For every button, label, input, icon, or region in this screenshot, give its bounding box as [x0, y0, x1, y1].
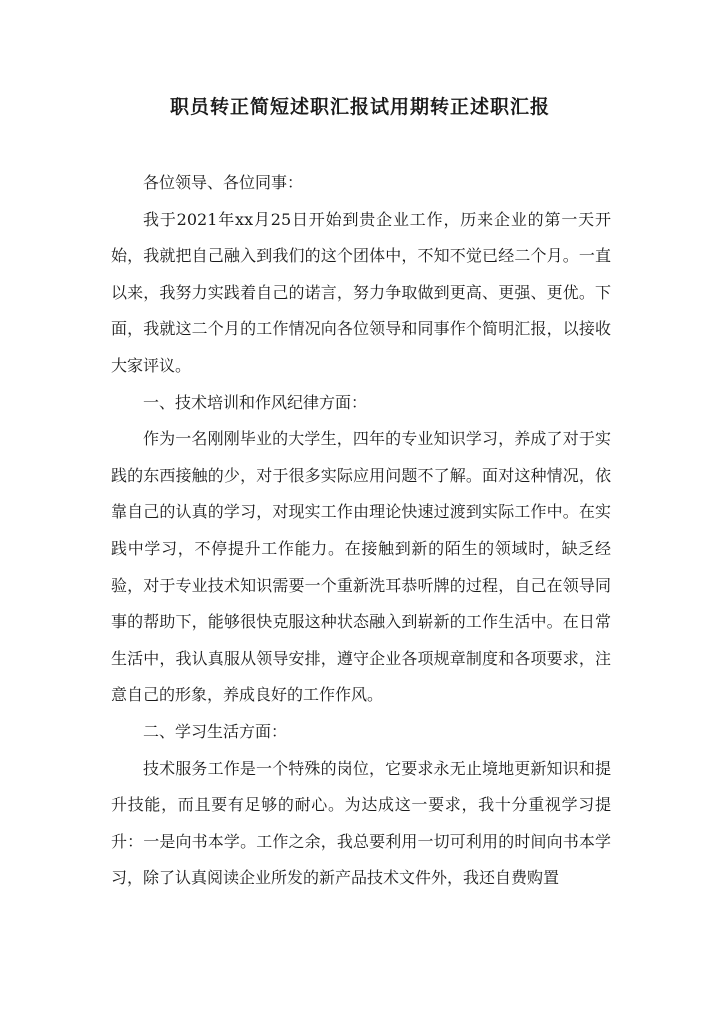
document-title: 职员转正简短述职汇报试用期转正述职汇报 [169, 96, 550, 118]
training-paragraph: 作为一名刚刚毕业的大学生，四年的专业知识学习，养成了对于实践的东西接触的少，对于很多实际应用问题不了解。面对这种情况，依靠自己的认真的学习，对现实工作由理论快速过渡到实际工作中。在实践中学习，不停提升工作能力。在接触到新的陌生的领域时，缺乏经验，对于专业技术知识需要一个重新洗耳恭听牌的过程，自己在领导同事的帮助下，能够很快克服这种状态融入到崭新的工作生活中。在日常生活中，我认真服从领导安排，遵守企业各项规章制度和各项要求，注意自己的形象，养成良好的工作作风。 [111, 429, 611, 705]
intro-paragraph: 我于2021年xx月25日开始到贵企业工作，历来企业的第一天开始，我就把自己融入到我们的这个团体中，不知不觉已经二个月。一直以来，我努力实践着自己的诺言，努力争取做到更高、更强、更优。下面，我就这二个月的工作情况向各位领导和同事作个简明汇报，以接收大家评议。 [111, 209, 611, 375]
section-heading-study: 二、学习生活方面： [143, 721, 288, 741]
study-paragraph: 技术服务工作是一个特殊的岗位，它要求永无止境地更新知识和提升技能，而且要有足够的耐心。为达成这一要求，我十分重视学习提升：一是向书本学。工作之余，我总要利用一切可利用的时间向书本学习，除了认真阅读企业所发的新产品技术文件外，我还自费购置 [111, 758, 611, 888]
document-body [111, 165, 611, 897]
section-heading-training: 一、技术培训和作风纪律方面： [143, 392, 368, 412]
salutation-paragraph: 各位领导、各位同事： [143, 173, 304, 192]
